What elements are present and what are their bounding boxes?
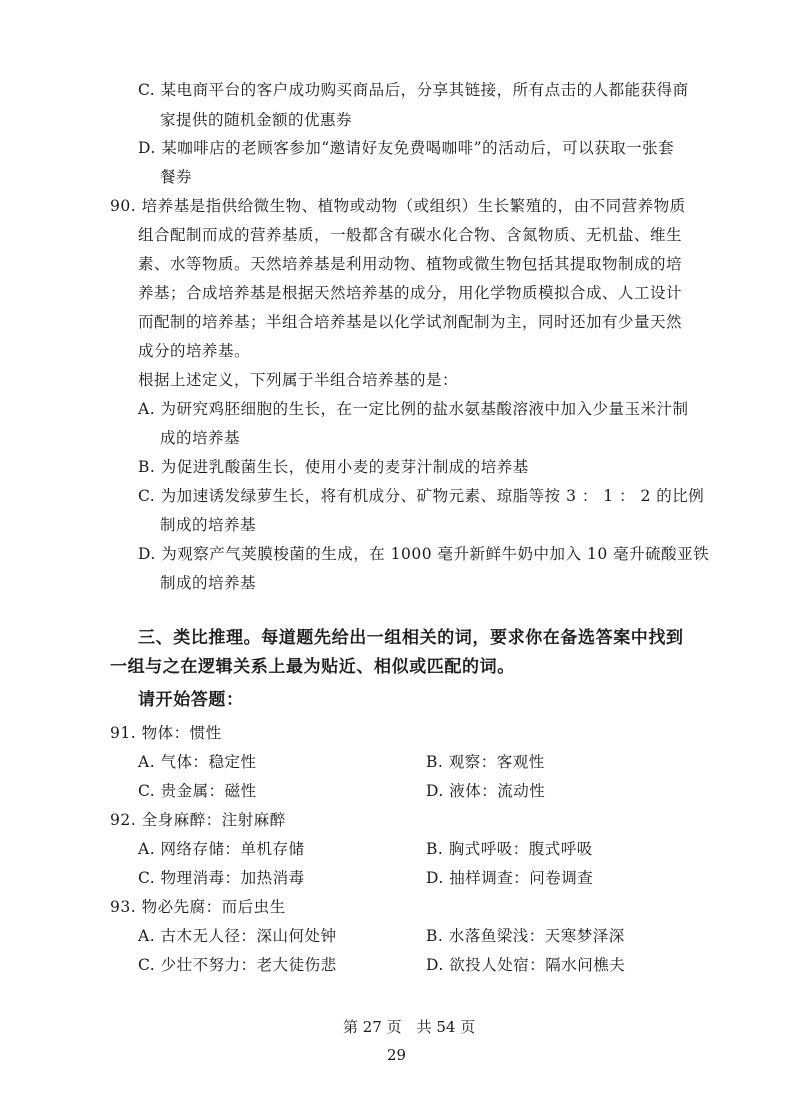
q90-option-b: B. 为促进乳酸菌生长，使用小麦的麦芽汁制成的培养基 <box>138 458 529 476</box>
q92-stem: 92. 全身麻醉：注射麻醉 <box>110 811 286 829</box>
q90-option-d-line2: 制成的培养基 <box>160 574 257 592</box>
q89-option-c-line1: C. 某电商平台的客户成功购买商品后，分享其链接，所有点击的人都能获得商 <box>138 81 689 99</box>
page-label: 第 27 页 共 54 页 <box>343 1018 476 1036</box>
q91-option-d: D. 液体：流动性 <box>426 782 546 800</box>
q92-option-a: A. 网络存储：单机存储 <box>138 840 305 858</box>
q90-stem-line1: 90. 培养基是指供给微生物、植物或动物（或组织）生长繁殖的，由不同营养物质 <box>110 197 686 215</box>
q90-option-a-line2: 成的培养基 <box>160 429 241 447</box>
section3-start: 请开始答题： <box>138 690 244 710</box>
q90-option-c-line2: 制成的培养基 <box>160 516 257 534</box>
q90-question: 根据上述定义，下列属于半组合培养基的是： <box>138 371 459 389</box>
section3-heading-line2: 一组与之在逻辑关系上最为贴近、相似或匹配的词。 <box>110 657 515 677</box>
q92-option-d: D. 抽样调查：问卷调查 <box>426 869 594 887</box>
q90-stem-line5: 而配制的培养基；半组合培养基是以化学试剂配制为主，同时还加有少量天然 <box>138 313 683 331</box>
q90-stem-line3: 素、水等物质。天然培养基是利用动物、植物或微生物包括其提取物制成的培 <box>138 255 683 273</box>
page-number: 29 <box>387 1046 407 1064</box>
section3-heading-line1: 三、类比推理。每道题先给出一组相关的词，要求你在备选答案中找到 <box>138 628 684 648</box>
q93-option-b: B. 水落鱼梁浅：天寒梦泽深 <box>426 927 625 945</box>
q92-option-b: B. 胸式呼吸：腹式呼吸 <box>426 840 593 858</box>
q91-option-a: A. 气体：稳定性 <box>138 753 257 771</box>
q93-option-a: A. 古木无人径：深山何处钟 <box>138 927 337 945</box>
q93-option-d: D. 欲投人处宿：隔水问樵夫 <box>426 956 626 974</box>
q90-stem-line2: 组合配制而成的营养基质，一般都含有碳水化合物、含氮物质、无机盐、维生 <box>138 226 683 244</box>
q90-stem-line4: 养基；合成培养基是根据天然培养基的成分，用化学物质模拟合成、人工设计 <box>138 284 683 302</box>
q89-option-d-line2: 餐券 <box>160 168 193 186</box>
q91-stem: 91. 物体：惯性 <box>110 724 222 742</box>
q91-option-c: C. 贵金属：磁性 <box>138 782 257 800</box>
q90-option-a-line1: A. 为研究鸡胚细胞的生长，在一定比例的盐水氨基酸溶液中加入少量玉米汁制 <box>138 400 689 418</box>
q90-option-d-line1: D. 为观察产气荚膜梭菌的生成，在 1000 毫升新鲜牛奶中加入 10 毫升硫酸亚铁 <box>138 545 710 563</box>
q91-option-b: B. 观察：客观性 <box>426 753 545 771</box>
q92-option-c: C. 物理消毒：加热消毒 <box>138 869 305 887</box>
q90-option-c-line1: C. 为加速诱发绿萝生长，将有机成分、矿物元素、琼脂等按 3 ： 1 ： 2 的比例 <box>138 487 705 505</box>
q89-option-c-line2: 家提供的随机金额的优惠券 <box>160 111 353 129</box>
q93-stem: 93. 物必先腐：而后虫生 <box>110 898 286 916</box>
q90-stem-line6: 成分的培养基。 <box>138 342 251 360</box>
q93-option-c: C. 少壮不努力：老大徒伤悲 <box>138 956 337 974</box>
q89-option-d-line1: D. 某咖啡店的老顾客参加“邀请好友免费喝咖啡”的活动后，可以获取一张套 <box>138 139 675 157</box>
